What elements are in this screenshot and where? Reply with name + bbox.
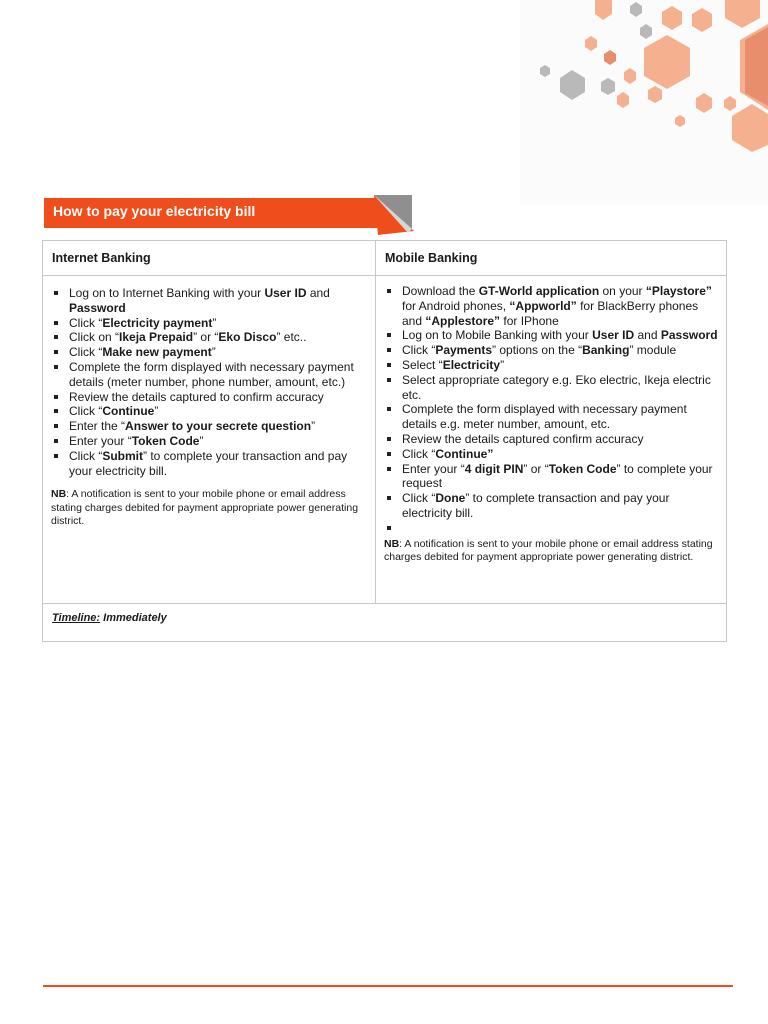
step-item: Review the details captured confirm accuracy — [384, 432, 718, 447]
step-item: Enter your “4 digit PIN” or “Token Code” to complete your request — [384, 462, 718, 492]
internet-banking-header: Internet Banking — [43, 241, 376, 276]
section-title: How to pay your electricity bill — [44, 198, 378, 228]
step-item: Log on to Internet Banking with your User ID and Password — [51, 286, 367, 316]
step-item: Enter the “Answer to your secrete question” — [51, 419, 367, 434]
internet-banking-cell — [43, 276, 376, 603]
step-item: Complete the form displayed with necessary payment details e.g. meter number, amount, etc. — [384, 402, 718, 432]
step-item: Click on “Ikeja Prepaid” or “Eko Disco” etc.. — [51, 330, 367, 345]
step-item: Select appropriate category e.g. Eko electric, Ikeja electric etc. — [384, 373, 718, 403]
footer-divider — [43, 985, 733, 987]
step-item: Review the details captured to confirm accuracy — [51, 390, 367, 405]
mobile-banking-header: Mobile Banking — [376, 241, 726, 276]
step-item: Select “Electricity” — [384, 358, 718, 373]
step-item: Click “Make new payment” — [51, 345, 367, 360]
decorative-cubes-graphic — [0, 0, 768, 210]
payment-methods-table — [42, 240, 727, 642]
mobile-banking-note: NB: A notification is sent to your mobile phone or email address stating charges debited for payment appropriate power generating district. — [384, 537, 713, 564]
mobile-banking-cell — [376, 276, 726, 603]
step-item — [384, 521, 718, 536]
timeline-value: Immediately — [100, 612, 167, 624]
step-item: Click “Continue” — [51, 404, 367, 419]
step-item: Click “Payments” options on the “Banking” module — [384, 343, 718, 358]
step-item: Click “Electricity payment” — [51, 316, 367, 331]
timeline-row — [43, 603, 726, 641]
internet-banking-note: NB: A notification is sent to your mobile phone or email address stating charges debited for payment appropriate power generating district. — [51, 488, 359, 528]
step-item: Click “Submit” to complete your transaction and pay your electricity bill. — [51, 449, 367, 479]
step-item: Download the GT-World application on your “Playstore” for Android phones, “Appworld” for BlackBerry phones and “Applestore” for IPhone — [384, 284, 718, 328]
step-item: Log on to Mobile Banking with your User ID and Password — [384, 328, 718, 343]
step-item: Click “Continue” — [384, 447, 718, 462]
step-item: Enter your “Token Code” — [51, 434, 367, 449]
step-item: Complete the form displayed with necessary payment details (meter number, phone number, amount, etc.) — [51, 360, 367, 390]
mobile-banking-steps — [384, 284, 718, 536]
timeline-label: Timeline: — [52, 612, 101, 624]
step-item: Click “Done” to complete transaction and pay your electricity bill. — [384, 491, 718, 521]
internet-banking-steps — [51, 286, 367, 478]
title-corner-fold-graphic — [374, 195, 414, 235]
